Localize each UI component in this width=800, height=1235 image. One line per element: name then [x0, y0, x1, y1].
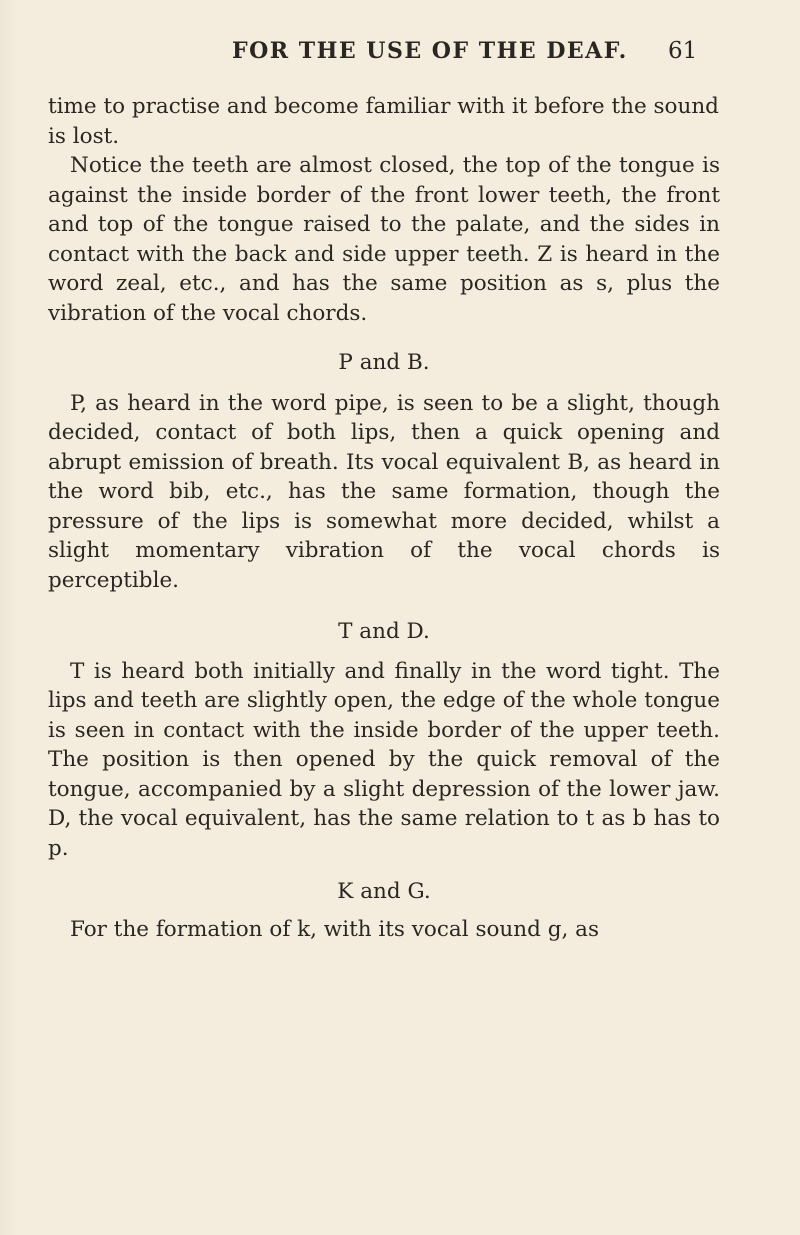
running-head: FOR THE USE OF THE DEAF.: [232, 38, 628, 64]
paragraph-k-and-g: For the formation of k, with its vocal sound g, as: [70, 916, 599, 942]
section-heading-p-and-b: P and B.: [338, 350, 430, 375]
paragraph-p-and-b: P, as heard in the word pipe, is seen to be a slight, though decided, contact of both lips, then a quick opening and abrupt emission of breath. Its vocal equivalent B, as heard in the word bib, etc., has the same formation, though the pressure of the lips is somewhat more decided, whilst a slight momentary vibration of the vocal chords is perceptible.: [48, 390, 720, 593]
page-number: 61: [668, 38, 698, 64]
paragraph-z-sound: Notice the teeth are almost closed, the top of the tongue is against the inside border of the front lower teeth, the front and top of the tongue raised to the palate, and the sides in contact with the back and side upper teeth. Z is heard in the word zeal, etc., and has the same position as s, plus the vibration of the vocal chords.: [48, 153, 720, 326]
section-heading-k-and-g: K and G.: [337, 879, 431, 904]
page-header: [0, 38, 800, 78]
paragraph-t-and-d: T is heard both initially and finally in the word tight. The lips and teeth are slightly open, the edge of the whole tongue is seen in contact with the inside border of the upper teeth. The position is then opened by the quick removal of the tongue, accompanied by a slight depression of the lower jaw. D, the vocal equivalent, has the same relation to t as b has to p.: [48, 658, 720, 861]
paragraph-continuation: time to practise and become familiar with it before the sound is lost.: [48, 94, 719, 149]
body-text: [48, 92, 720, 944]
section-heading-t-and-d: T and D.: [338, 619, 430, 644]
